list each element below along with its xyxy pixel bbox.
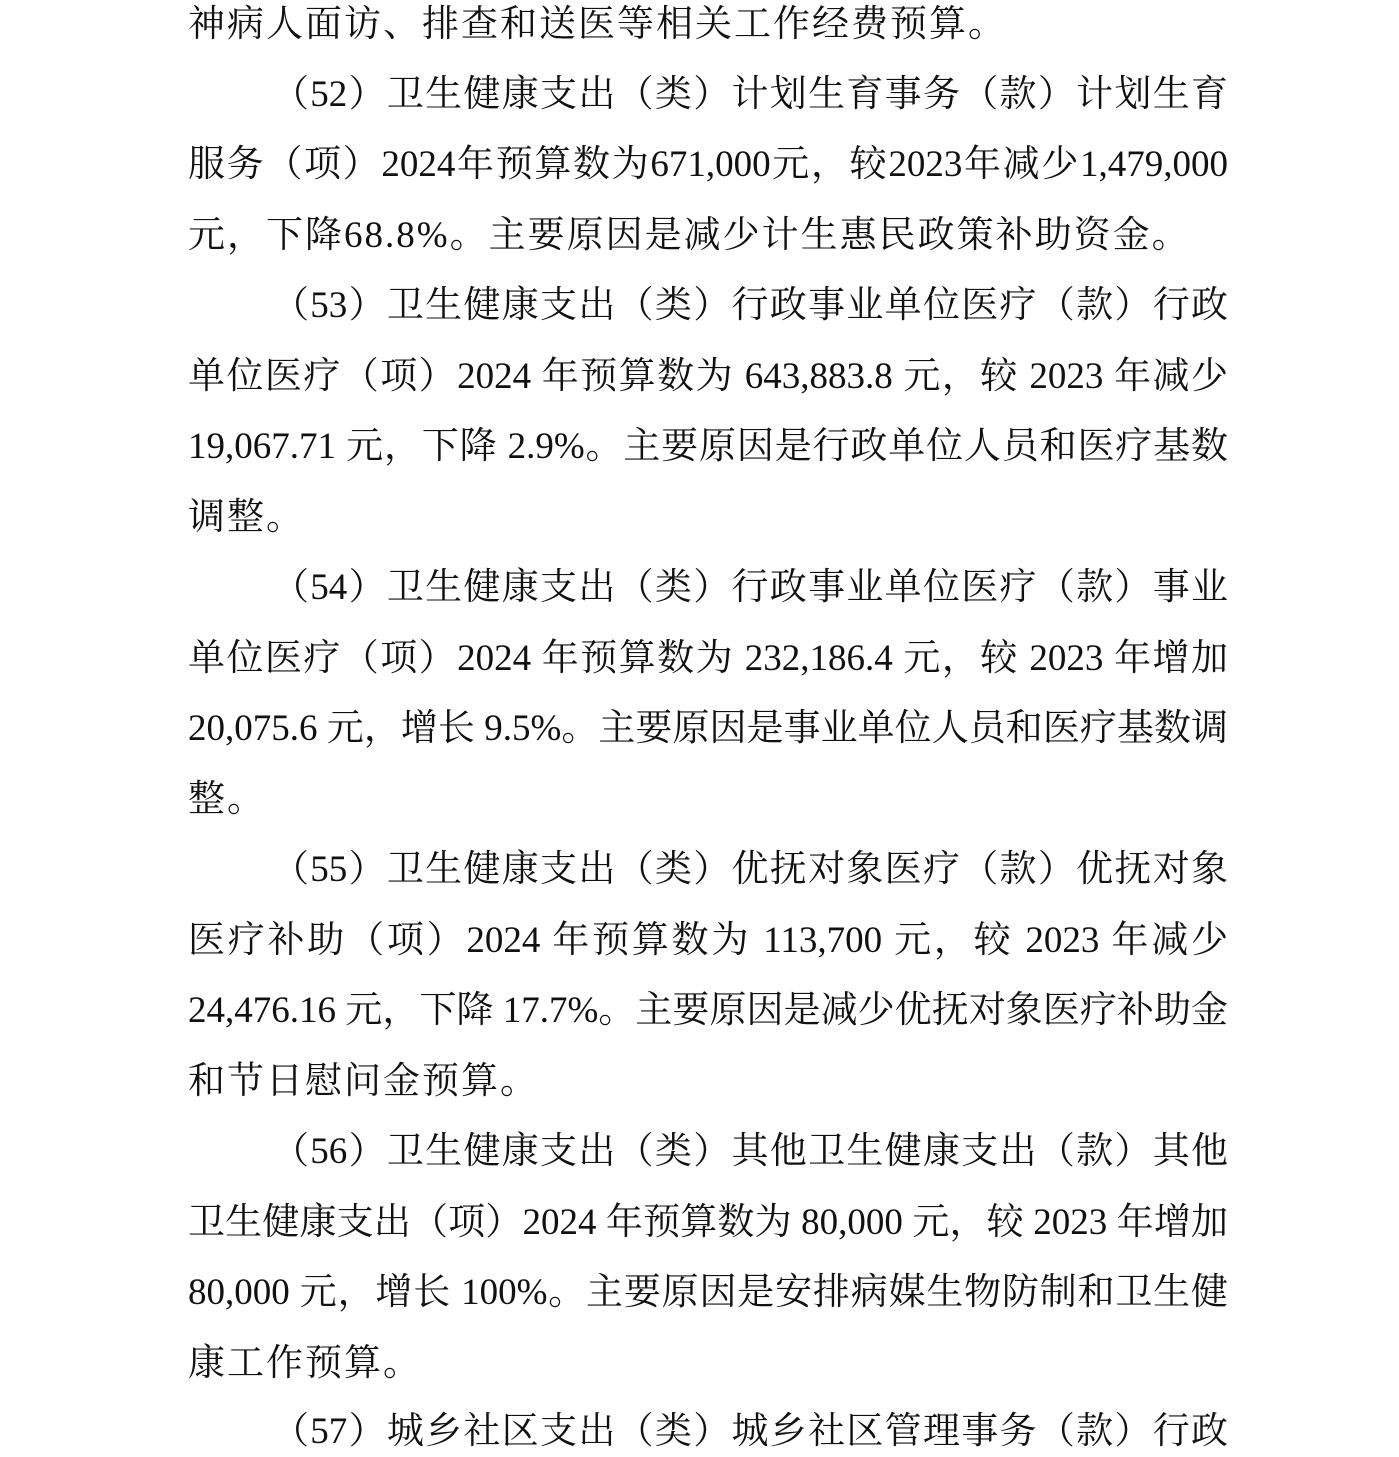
text-line: 19,067.71 元，下降 2.9%。主要原因是行政单位人员和医疗基数	[188, 426, 1228, 467]
paragraph-55-heading: （55）卫生健康支出（类）优抚对象医疗（款）优抚对象	[272, 849, 1228, 890]
text-line: 调整。	[188, 497, 305, 538]
paragraph-53-heading: （53）卫生健康支出（类）行政事业单位医疗（款）行政	[272, 285, 1228, 326]
text-line: 神病人面访、排查和送医等相关工作经费预算。	[188, 4, 1007, 45]
text-line: 单位医疗（项）2024 年预算数为 232,186.4 元，较 2023 年增加	[188, 638, 1228, 679]
paragraph-57-heading: （57）城乡社区支出（类）城乡社区管理事务（款）行政	[272, 1411, 1228, 1452]
text-line: 元，下降68.8%。主要原因是减少计生惠民政策补助资金。	[188, 215, 1191, 256]
text-line: 整。	[188, 779, 266, 820]
text-line: 康工作预算。	[188, 1343, 422, 1384]
text-line: 卫生健康支出（项）2024 年预算数为 80,000 元，较 2023 年增加	[188, 1202, 1228, 1243]
text-line: 80,000 元，增长 100%。主要原因是安排病媒生物防制和卫生健	[188, 1272, 1228, 1313]
paragraph-52-heading: （52）卫生健康支出（类）计划生育事务（款）计划生育	[272, 74, 1228, 115]
text-line: 医疗补助（项）2024 年预算数为 113,700 元，较 2023 年减少	[188, 920, 1228, 961]
text-line: 单位医疗（项）2024 年预算数为 643,883.8 元，较 2023 年减少	[188, 356, 1228, 397]
paragraph-54-heading: （54）卫生健康支出（类）行政事业单位医疗（款）事业	[272, 567, 1228, 608]
paragraph-56-heading: （56）卫生健康支出（类）其他卫生健康支出（款）其他	[272, 1131, 1228, 1172]
text-line: 24,476.16 元，下降 17.7%。主要原因是减少优抚对象医疗补助金	[188, 990, 1228, 1031]
text-line: 和节日慰问金预算。	[188, 1061, 539, 1102]
text-line: 20,075.6 元，增长 9.5%。主要原因是事业单位人员和医疗基数调	[188, 708, 1228, 749]
text-line: 服务（项）2024年预算数为671,000元，较2023年减少1,479,000	[188, 144, 1228, 185]
